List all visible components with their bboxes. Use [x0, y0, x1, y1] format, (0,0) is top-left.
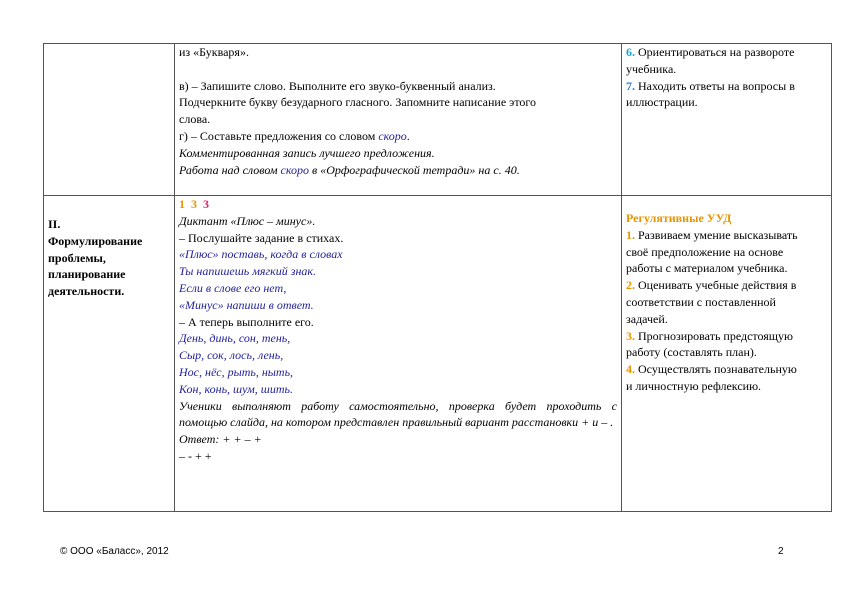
uud-item-cont: учебника.: [626, 61, 677, 76]
task-v-line: слова.: [179, 112, 211, 127]
uud-number: 7.: [626, 78, 635, 93]
uud-text: Оценивать учебные действия в: [638, 278, 797, 293]
uud-cell: [622, 44, 832, 196]
uud-text: Развиваем умение высказывать: [638, 227, 798, 242]
work-line: [179, 162, 617, 179]
instruction-line: – Послушайте задание в стихах.: [179, 230, 344, 245]
table-row: [44, 44, 832, 196]
mark: 3: [191, 197, 197, 211]
uud-item-cont: и личностную рефлексию.: [626, 378, 762, 393]
poem-line: Если в слове его нет,: [179, 280, 287, 295]
uud-title: Регулятивные УУД: [626, 211, 732, 225]
work-text: Работа над словом: [179, 162, 281, 177]
poem-line: Ты напишешь мягкий знак.: [179, 264, 317, 279]
uud-cell: [622, 196, 832, 512]
stage-title: Формулирование: [48, 233, 143, 248]
stage-title: планирование: [48, 267, 126, 282]
highlight-word: скоро: [280, 162, 310, 177]
poem-line: «Минус» напиши в ответ.: [179, 297, 314, 312]
word-line: Кон, конь, шум, шить.: [179, 381, 293, 396]
comment-line: Комментированная запись лучшего предложения.: [179, 145, 435, 160]
word-line: Нос, нёс, рыть, ныть,: [179, 364, 294, 379]
instruction-line: – А теперь выполните его.: [179, 314, 314, 329]
mark-row: [179, 196, 617, 213]
word-line: Сыр, сок, лось, лень,: [179, 348, 284, 363]
uud-text: Находить ответы на вопросы в: [635, 78, 795, 93]
uud-text: Прогнозировать предстоящую: [638, 328, 794, 343]
page-number: 2: [778, 546, 784, 557]
poem-line: «Плюс» поставь, когда в словах: [179, 247, 343, 262]
uud-number: 1.: [626, 227, 635, 242]
uud-number: 4.: [626, 362, 635, 377]
stage-title: деятельности.: [48, 284, 125, 299]
lesson-table: [43, 43, 832, 512]
highlight-word: скоро: [378, 128, 407, 143]
dictation-title: Диктант «Плюс – минус».: [179, 213, 316, 228]
uud-number: 6.: [626, 45, 635, 59]
stage-cell: [44, 44, 175, 196]
task-v-line: Подчеркните букву безударного гласного. Запомните написание этого: [179, 95, 537, 110]
uud-item-cont: соответствии с поставленной: [626, 294, 776, 309]
stage-title: проблемы,: [48, 250, 106, 265]
content-line: из «Букваря».: [179, 45, 249, 59]
uud-item-cont: иллюстрации.: [626, 95, 698, 110]
task-g-suffix: .: [406, 128, 410, 143]
uud-text: Осуществлять познавательную: [638, 362, 797, 377]
uud-item-cont: задачей.: [626, 311, 668, 326]
uud-item: [626, 328, 827, 345]
answer-line: – - + +: [179, 448, 212, 463]
uud-number: 2.: [626, 278, 635, 293]
uud-text: Ориентироваться на развороте: [635, 45, 795, 59]
task-g-line: [179, 128, 617, 145]
uud-item-cont: работы с материалом учебника.: [626, 261, 788, 276]
content-cell: [175, 196, 622, 512]
uud-item-cont: работу (составлять план).: [626, 345, 757, 360]
word-line: День, динь, сон, тень,: [179, 331, 291, 346]
table-row: [44, 196, 832, 512]
students-note: Ученики выполняют работу самостоятельно, проверка будет проходить с помощью слайда, на котором представлен правильный вариант расстановки + и – .: [179, 398, 617, 430]
task-g-text: г) – Составьте предложения со словом: [179, 128, 379, 143]
content-cell: [175, 44, 622, 196]
uud-item: [626, 78, 827, 95]
uud-item: [626, 277, 827, 294]
mark: 1: [179, 197, 185, 211]
uud-item: [626, 227, 827, 244]
answer-line: Ответ: + + – +: [179, 432, 262, 447]
stage-number: II.: [48, 217, 61, 231]
mark: 3: [203, 197, 209, 211]
uud-item: [626, 361, 827, 378]
copyright: © ООО «Баласс», 2012: [60, 546, 169, 557]
uud-item-cont: своё предположение на основе: [626, 244, 784, 259]
uud-item: [626, 44, 827, 61]
stage-cell: [44, 196, 175, 512]
uud-number: 3.: [626, 328, 635, 343]
work-suffix: в «Орфографической тетради» на с. 40.: [309, 162, 520, 177]
task-v-line: в) – Запишите слово. Выполните его звуко-буквенный анализ.: [179, 78, 496, 93]
